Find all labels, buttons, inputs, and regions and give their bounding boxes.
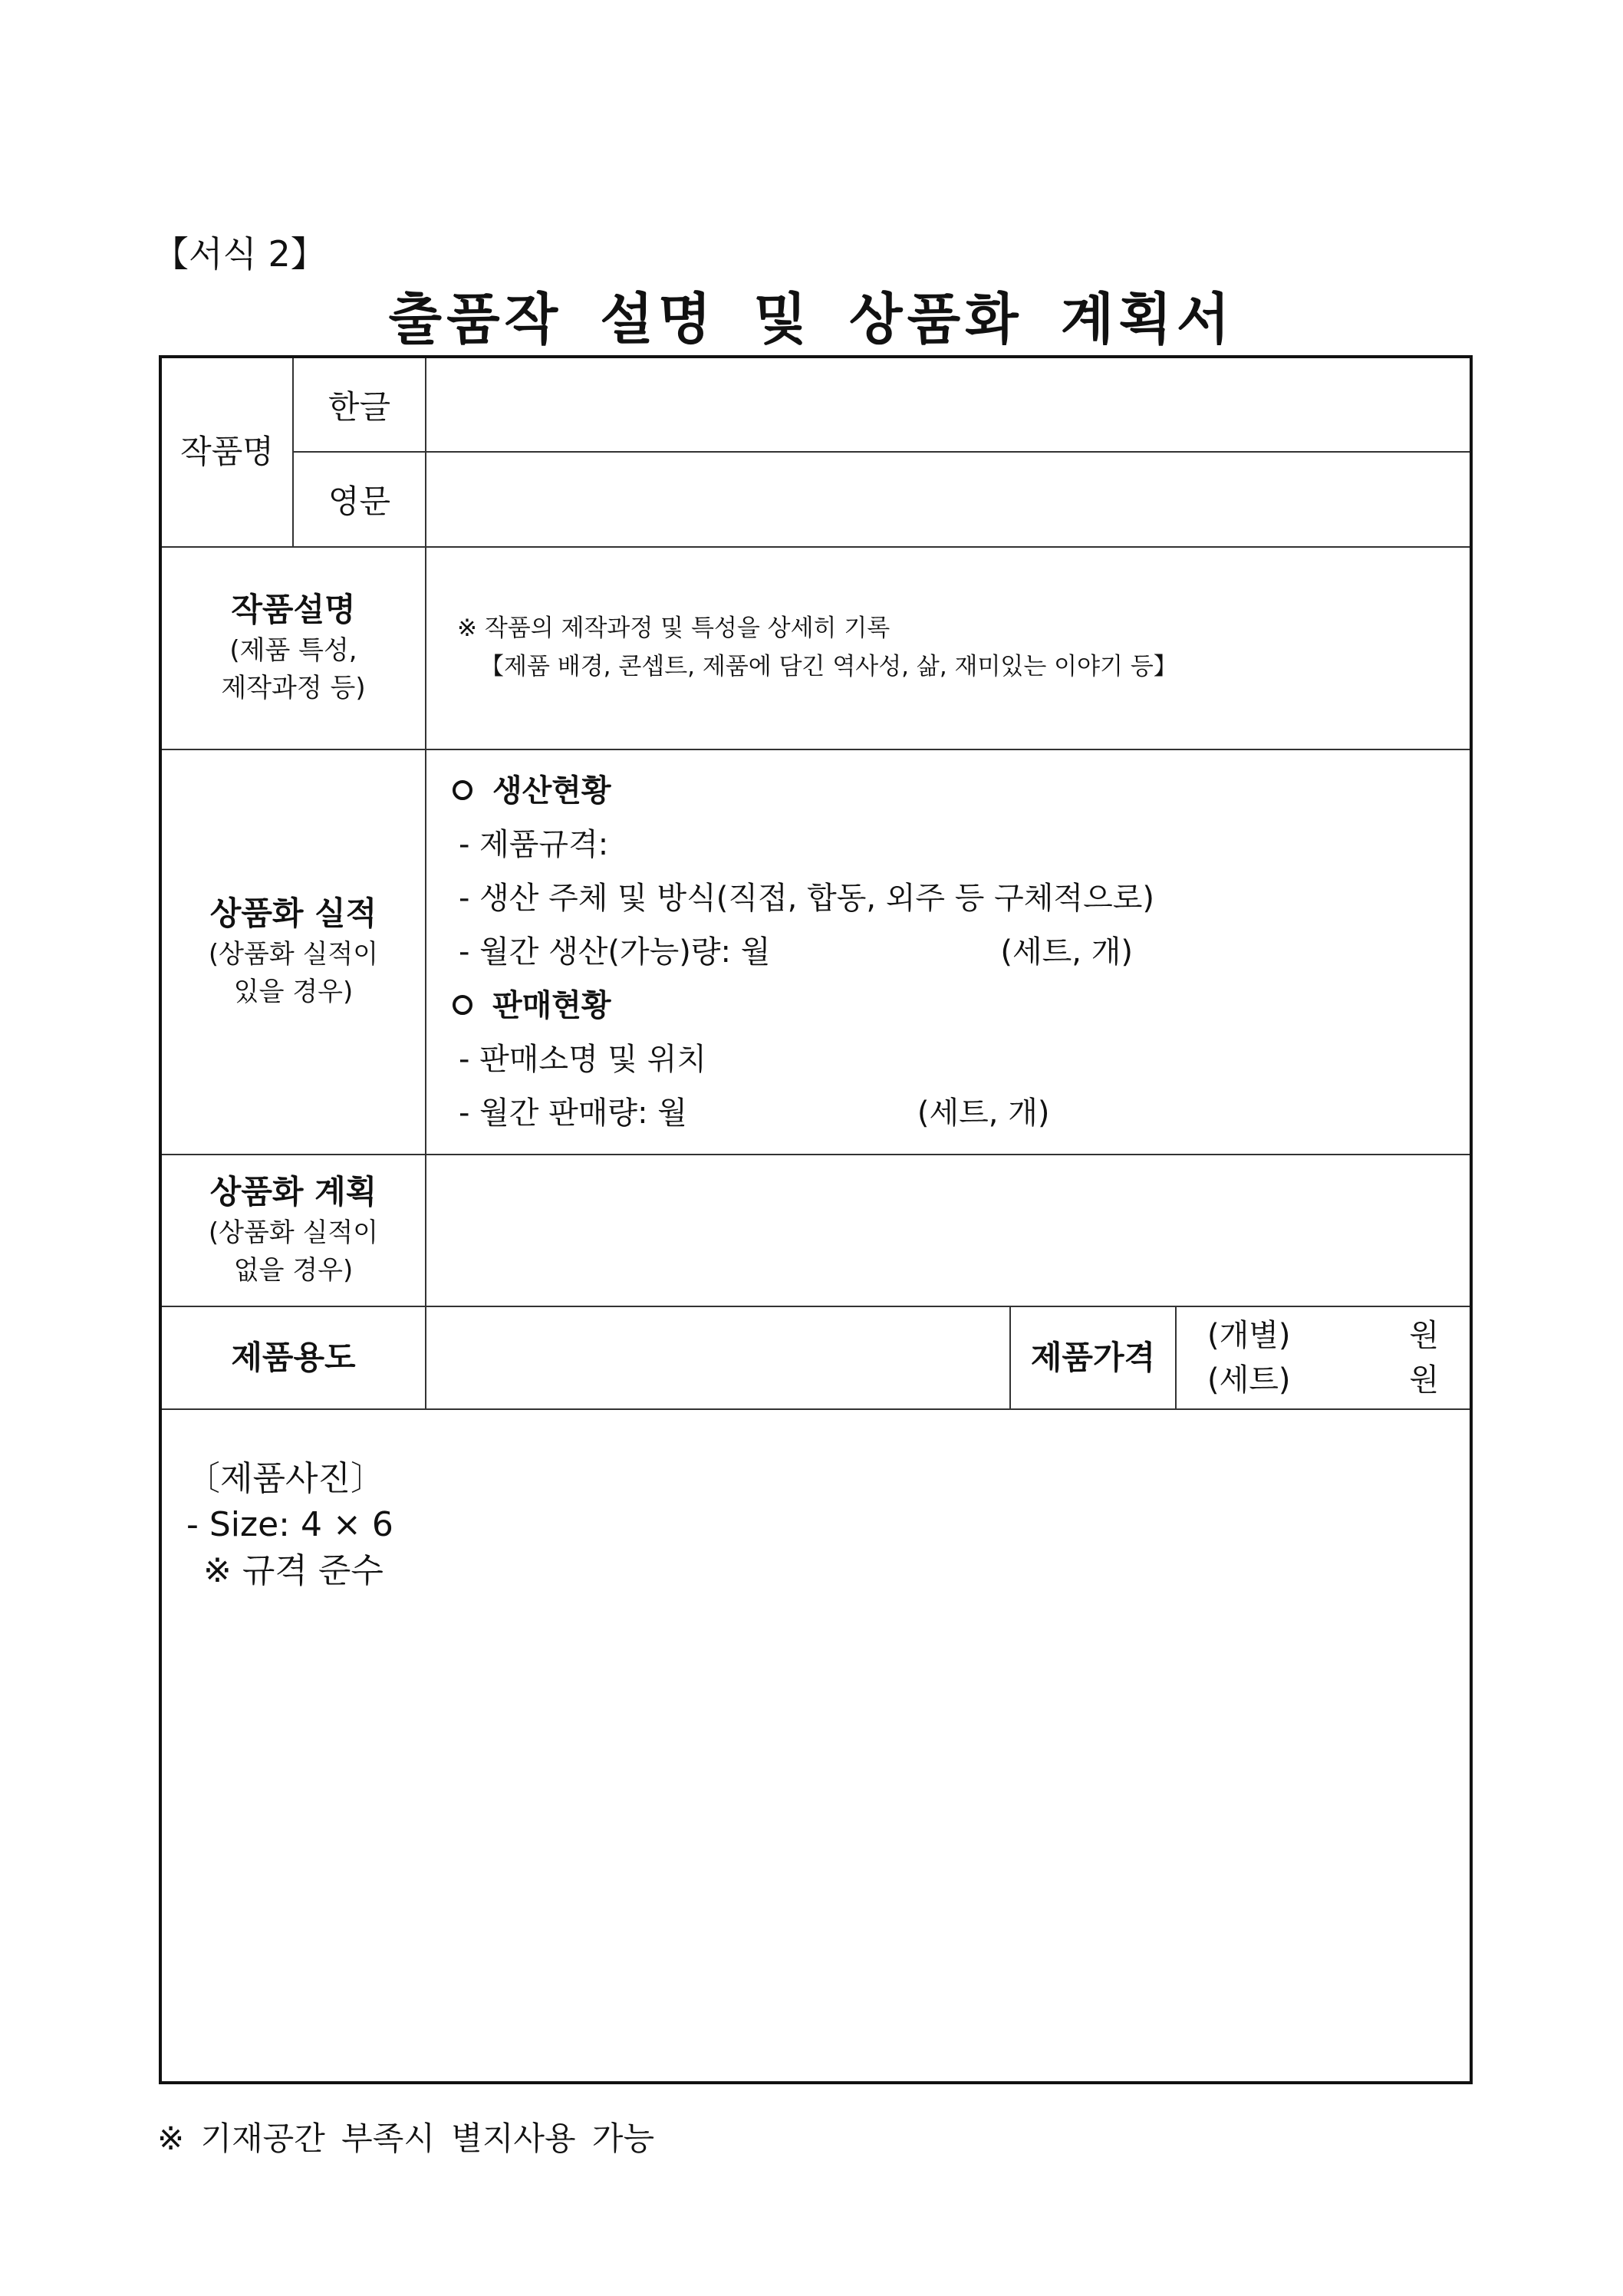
description-label: 작품설명 [231, 591, 356, 629]
document-title: 출품작 설명 및 상품화 계획서 [388, 287, 1235, 351]
monthly-sales-text: - 월간 판매량: 월 [459, 1095, 687, 1131]
commercial-plan-sub-label-2: 없을 경우) [233, 1255, 354, 1286]
application-form-table [159, 355, 1473, 2084]
english-label-cell [293, 452, 426, 547]
usage-price-row [160, 1306, 1471, 1409]
usage-label-cell [160, 1306, 426, 1409]
commercial-plan-label: 상품화 계획 [209, 1173, 377, 1211]
photo-label: 〔제품사진〕 [186, 1459, 385, 1498]
korean-label-cell [293, 357, 426, 452]
sales-status-text: 판매현황 [492, 988, 611, 1023]
monthly-production-text: - 월간 생산(가능)량: 월 [459, 934, 771, 970]
commercial-record-row [160, 749, 1471, 1155]
production-status-heading [449, 764, 1470, 818]
sales-unit: (세트, 개) [917, 1095, 1050, 1131]
description-sub-label-2: 제작과정 등) [221, 673, 366, 704]
korean-label: 한글 [328, 387, 391, 426]
individual-price-label: (개별) [1207, 1318, 1291, 1353]
product-spec-item: - 제품규격: [459, 827, 609, 862]
sales-status-heading [449, 979, 1470, 1033]
korean-name-field[interactable] [426, 357, 1471, 452]
store-location-item: - 판매소명 및 위치 [459, 1042, 707, 1077]
production-unit: (세트, 개) [1000, 934, 1133, 970]
commercial-record-sub-label-1: (상품화 실적이 [208, 939, 379, 970]
price-field[interactable] [1176, 1306, 1471, 1409]
work-name-korean-row [160, 357, 1471, 452]
description-note-1: ※ 작품의 제작과정 및 특성을 상세히 기록 [457, 614, 891, 643]
photo-size-line: - Size: 4 × 6 [186, 1505, 393, 1544]
description-field[interactable] [426, 547, 1471, 749]
commercial-record-label-cell [160, 749, 426, 1155]
individual-price-unit: 원 [1409, 1318, 1439, 1353]
production-status-text: 생산현황 [492, 773, 611, 809]
circle-bullet-icon [453, 995, 472, 1015]
commercial-record-label: 상품화 실적 [209, 894, 377, 933]
english-name-field[interactable] [426, 452, 1471, 547]
commercial-plan-sub-label-1: (상품화 실적이 [208, 1217, 379, 1249]
commercial-plan-label-cell [160, 1155, 426, 1306]
commercial-record-field[interactable] [426, 749, 1471, 1155]
work-name-label: 작품명 [180, 433, 274, 471]
monthly-sales-item [449, 1086, 1470, 1140]
individual-price-line [1207, 1313, 1439, 1358]
photo-spec-note: ※ 규격 준수 [203, 1551, 384, 1590]
usage-label: 제품용도 [231, 1338, 356, 1376]
set-price-line [1207, 1358, 1439, 1402]
work-name-label-cell [160, 357, 293, 547]
price-label: 제품가격 [1030, 1338, 1156, 1376]
form-number-label: 【서식 2】 [153, 233, 326, 275]
description-sub-label-1: (제품 특성, [229, 635, 357, 667]
work-name-english-row [160, 452, 1471, 547]
set-price-unit: 원 [1409, 1362, 1439, 1398]
monthly-production-item [449, 925, 1470, 979]
description-note-2: 【제품 배경, 콘셉트, 제품에 담긴 역사성, 삶, 재미있는 이야기 등】 [480, 653, 1177, 680]
description-row [160, 547, 1471, 749]
english-label: 영문 [328, 483, 391, 520]
commercial-plan-row [160, 1155, 1471, 1306]
commercial-plan-field[interactable] [426, 1155, 1471, 1306]
commercial-record-sub-label-2: 있을 경우) [233, 977, 354, 1008]
circle-bullet-icon [453, 780, 472, 800]
product-photo-area[interactable] [160, 1409, 1471, 2083]
usage-field[interactable] [426, 1306, 1010, 1409]
photo-row [160, 1409, 1471, 2083]
set-price-label: (세트) [1207, 1362, 1291, 1398]
footer-note: ※ 기재공간 부족시 별지사용 가능 [157, 2120, 655, 2157]
producer-method-item: - 생산 주체 및 방식(직접, 합동, 외주 등 구체적으로) [459, 881, 1154, 916]
price-label-cell [1010, 1306, 1176, 1409]
description-label-cell [160, 547, 426, 749]
